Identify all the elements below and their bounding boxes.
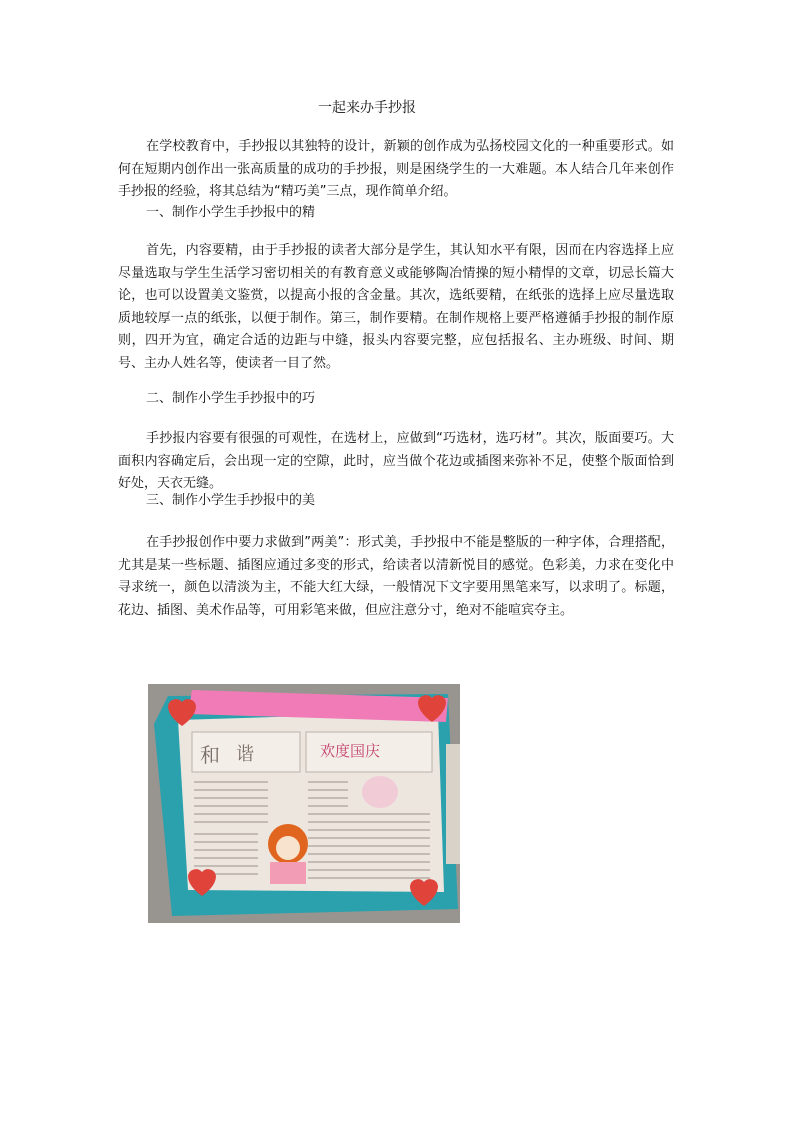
section-body-1: 首先，内容要精，由于手抄报的读者大部分是学生，其认知水平有限，因而在内容选择上应尽量选取与学生生活学习密切相关的有教育意义或能够陶冶情操的短小精悍的文章，切忌长篇大论，也可以设置美文鉴赏，以提高小报的含金量。其次，选纸要精，在纸张的选择上应尽量选取质地较厚一点的纸张，以便于制作。第三，制作要精。在制作规格上要严格遵循手抄报的制作原则，四开为宜，确定合适的边距与中缝，报头内容要完整，应包括报名、主办班级、时间、期号、主办人姓名等，使读者一目了然。	[118, 243, 674, 371]
svg-text:欢度国庆: 欢度国庆	[320, 742, 381, 760]
handmade-newspaper-photo	[148, 684, 460, 923]
intro-paragraph: 在学校教育中，手抄报以其独特的设计，新颖的创作成为弘扬校园文化的一种重要形式。如何在短期内创作出一张高质量的成功的手抄报，则是困绕学生的一大难题。本人结合几年来创作手抄报的经验，将其总结为“精巧美”三点，现作简单介绍。	[118, 139, 674, 199]
document-title: 一起来办手抄报	[318, 100, 416, 116]
svg-text:和: 和	[200, 743, 220, 767]
section-body-2: 手抄报内容要有很强的可观性，在选材上，应做到“巧选材，选巧材”。其次，版面要巧。大面积内容确定后，会出现一定的空隙，此时，应当做个花边或插图来弥补不足，使整个版面恰到好处，天衣无缝。	[118, 431, 674, 491]
section-heading-1: 一、制作小学生手抄报中的精	[146, 205, 316, 220]
section-heading-3: 三、制作小学生手抄报中的美	[146, 493, 316, 508]
svg-text:谐: 谐	[236, 744, 254, 765]
section-body-3: 在手抄报创作中要力求做到”两美”：形式美，手抄报中不能是整版的一种字体，合理搭配，尤其是某一些标题、插图应通过多变的形式，给读者以清新悦目的感觉。色彩美，力求在变化中寻求统一，颜色以清淡为主，不能大红大绿，一般情况下文字要用黑笔来写，以求明了。标题，花边、插图、美术作品等，可用彩笔来做，但应注意分寸，绝对不能喧宾夺主。	[118, 535, 674, 618]
section-heading-2: 二、制作小学生手抄报中的巧	[146, 391, 316, 406]
